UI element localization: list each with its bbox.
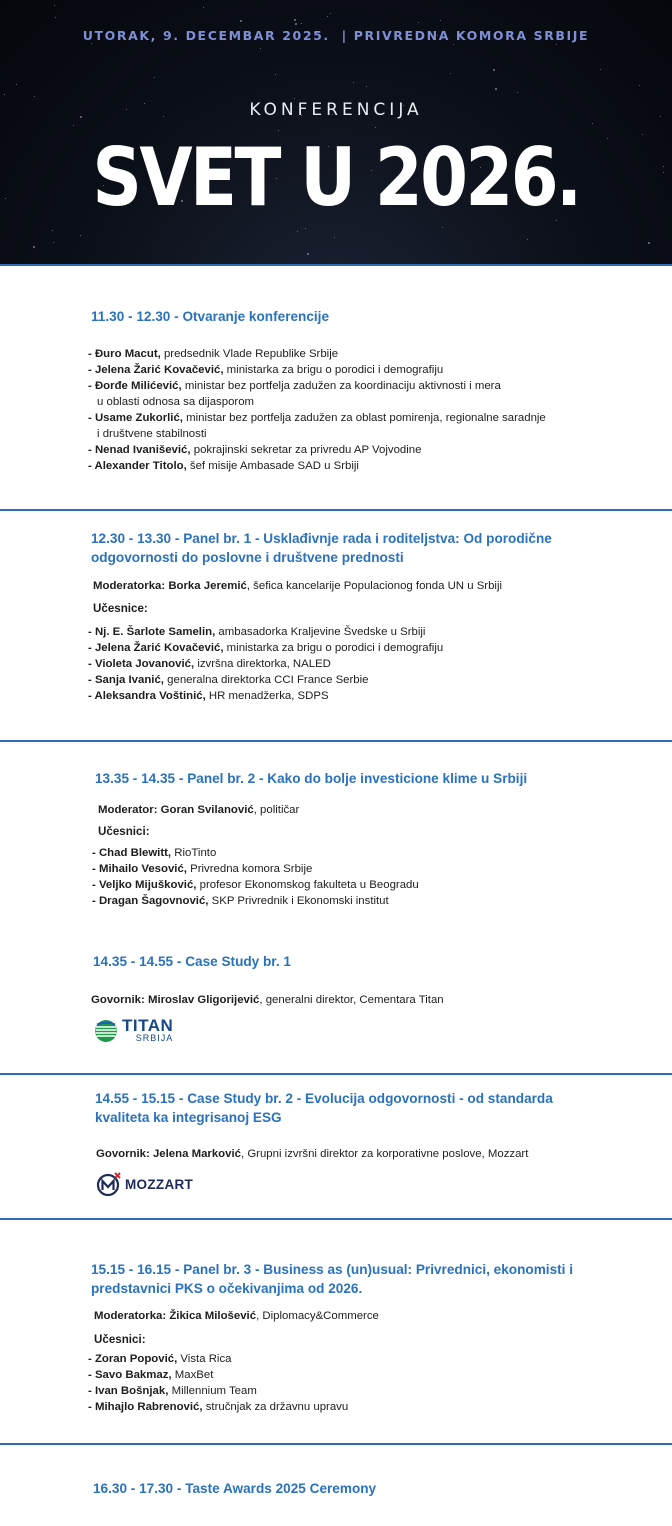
speaker-name: - Nenad Ivanišević, (88, 444, 191, 456)
star-dot (297, 231, 298, 232)
session-case-study-2 (0, 1075, 672, 1220)
star-dot (55, 17, 56, 18)
participants-label: Učesnice: (93, 602, 148, 615)
session-panel-3 (0, 1220, 672, 1445)
session-title (91, 529, 552, 567)
star-dot (301, 23, 302, 24)
moderator-line (94, 1308, 379, 1324)
list-item (88, 1351, 348, 1367)
star-dot (592, 123, 593, 124)
star-dot (33, 246, 35, 248)
list-item (92, 893, 419, 909)
speaker-name: - Đuro Macut, (88, 348, 161, 360)
speaker-role: ministarka za brigu o porodici i demografiju (226, 642, 444, 654)
speaker-name: - Veljko Mijušković, (92, 879, 197, 891)
star-dot (639, 85, 640, 86)
session-title: 16.30 - 17.30 - Taste Awards 2025 Ceremony (93, 1481, 377, 1496)
list-item (88, 458, 546, 474)
speaker-role: predsednik Vlade Republike Srbije (163, 348, 339, 360)
star-dot (305, 228, 306, 229)
speaker-name: - Jelena Žarić Kovačević, (88, 364, 224, 376)
star-dot (642, 134, 643, 135)
list-item (88, 1383, 348, 1399)
title-line: odgovornosti do poslovne i društvene prednosti (91, 550, 404, 565)
speaker-list (88, 1351, 348, 1415)
speaker-name: - Zoran Popović, (88, 1353, 178, 1365)
title-line: 12.30 - 13.30 - Panel br. 1 - Usklađivnje rada i roditeljstva: Od porodične (91, 531, 552, 546)
star-dot (556, 44, 557, 45)
list-item (88, 410, 546, 426)
list-item (88, 442, 546, 458)
list-item (88, 688, 443, 704)
star-dot (295, 23, 297, 25)
star-dot (517, 92, 518, 93)
speaker-role: HR menadžerka, SDPS (208, 690, 329, 702)
star-dot (154, 77, 155, 78)
star-dot (375, 127, 376, 128)
case-speaker-role: , generalni direktor, Cementara Titan (259, 994, 444, 1006)
list-item (88, 362, 546, 378)
list-item (88, 1367, 348, 1383)
star-dot (493, 69, 495, 71)
case-speaker-name: Govornik: Miroslav Gligorijević (91, 994, 260, 1006)
list-item (88, 624, 443, 640)
speaker-name: - Chad Blewitt, (92, 847, 172, 859)
speaker-name: - Jelena Žarić Kovačević, (88, 642, 224, 654)
hero-banner (0, 0, 672, 266)
speaker-role: , Grupni izvršni direktor za korporativne poslove, Mozzart (240, 1148, 529, 1160)
star-dot (453, 44, 454, 45)
star-dot (418, 22, 419, 23)
case-study-title: 14.35 - 14.55 - Case Study br. 1 (93, 954, 291, 969)
star-dot (73, 125, 74, 126)
participants-label: Učesnici: (94, 1333, 146, 1346)
moderator-name: Moderator: Goran Svilanović (98, 804, 254, 816)
star-dot (294, 19, 296, 21)
speaker-name: Govornik: Jelena Marković (96, 1148, 241, 1160)
speaker-name: - Aleksandra Voštinić, (88, 690, 206, 702)
list-item (92, 877, 419, 893)
session-panel-1 (0, 511, 672, 742)
speaker-list (92, 845, 419, 909)
list-item (88, 346, 546, 362)
list-item-continuation: u oblasti odnosa sa dijasporom (97, 396, 255, 408)
star-dot (450, 73, 451, 74)
list-item (88, 672, 443, 688)
mozzart-wordmark: MOZZART (125, 1176, 194, 1192)
star-dot (334, 237, 335, 238)
moderator-role: , šefica kancelarije Populacionog fonda UN u Srbiji (246, 580, 503, 592)
star-dot (663, 166, 664, 167)
star-dot (260, 48, 261, 49)
star-dot (91, 43, 92, 44)
mozzart-m-icon (96, 1172, 122, 1196)
speaker-role: profesor Ekonomskog fakulteta u Beogradu (199, 879, 419, 891)
speaker-role: SKP Privrednik i Ekonomski institut (211, 895, 389, 907)
star-dot (442, 227, 443, 228)
title-line: predstavnici PKS o očekivanjima od 2026. (91, 1281, 363, 1296)
speaker-name: - Alexander Titolo, (88, 460, 187, 472)
moderator-role: , Diplomacy&Commerce (256, 1310, 379, 1322)
participants-label: Učesnici: (98, 825, 150, 838)
speaker-name: - Đorđe Milićević, (88, 380, 182, 392)
session-opening (0, 266, 672, 511)
star-dot (648, 242, 650, 244)
star-dot (353, 82, 354, 83)
speaker-name: - Mihailo Vesović, (92, 863, 187, 875)
mozzart-logo (96, 1172, 193, 1196)
title-line: kvaliteta ka integrisanoj ESG (95, 1110, 282, 1125)
session-title: 11.30 - 12.30 - Otvaranje konferencije (91, 309, 330, 324)
session-title: 13.35 - 14.35 - Panel br. 2 - Kako do bolje investicione klime u Srbiji (95, 771, 528, 786)
star-dot (54, 5, 55, 6)
list-item (88, 1399, 348, 1415)
star-dot (366, 86, 367, 87)
star-dot (34, 96, 35, 97)
speaker-role: ambasadorka Kraljevine Švedske u Srbiji (218, 626, 426, 638)
event-date-line: UTORAK, 9. DECEMBAR 2025. | PRIVREDNA KOMORA SRBIJE (82, 28, 590, 43)
star-dot (294, 98, 295, 99)
speaker-name: - Usame Zukorlić, (88, 412, 183, 424)
titan-sub: SRBIJA (135, 1033, 174, 1043)
speaker-role: ministar bez portfelja zadužen za koordinaciju aktivnosti i mera (184, 380, 501, 392)
conference-title: SVET U 2026. (92, 131, 580, 224)
speaker-name: - Ivan Bošnjak, (88, 1385, 169, 1397)
list-item (88, 378, 546, 394)
titan-word: TITAN (122, 1016, 174, 1035)
speaker-line (96, 1146, 528, 1162)
moderator-name: Moderatorka: Borka Jeremić (93, 580, 247, 592)
star-dot (663, 172, 664, 173)
speaker-role: ministar bez portfelja zadužen za oblast pomirenja, regionalne saradnje (186, 412, 546, 424)
speaker-role: izvršna direktorka, NALED (197, 658, 331, 670)
speaker-list (88, 346, 546, 474)
speaker-name: - Nj. E. Šarlote Samelin, (88, 626, 216, 638)
speaker-role: stručnjak za državnu upravu (205, 1401, 349, 1413)
speaker-role: pokrajinski sekretar za privredu AP Vojvodine (193, 444, 422, 456)
star-dot (440, 20, 441, 21)
list-item (88, 640, 443, 656)
star-dot (307, 253, 309, 255)
star-dot (495, 88, 497, 90)
speaker-role: ministarka za brigu o porodici i demografiju (226, 364, 444, 376)
titan-globe-icon (94, 1019, 118, 1043)
moderator-name: Moderatorka: Žikica Milošević (94, 1310, 257, 1322)
speaker-role: Vista Rica (180, 1353, 232, 1365)
star-dot (527, 239, 528, 240)
list-item-continuation: i društvene stabilnosti (97, 428, 207, 440)
star-dot (52, 230, 53, 231)
speaker-role: RioTinto (174, 847, 217, 859)
speaker-role: MaxBet (174, 1369, 214, 1381)
star-dot (327, 16, 328, 17)
star-dot (275, 74, 276, 75)
case-speaker-line (91, 992, 444, 1008)
star-dot (53, 242, 54, 243)
moderator-line (93, 578, 502, 594)
star-dot (600, 69, 601, 70)
titan-logo (94, 1018, 173, 1043)
title-line: 15.15 - 16.15 - Panel br. 3 - Business as (un)usual: Privrednici, ekonomisti i (91, 1262, 573, 1277)
conference-kicker: KONFERENCIJA (249, 100, 423, 120)
star-dot (203, 7, 204, 8)
session-title (95, 1089, 553, 1127)
list-item (92, 845, 419, 861)
speaker-list (88, 624, 443, 704)
speaker-role: šef misije Ambasade SAD u Srbiji (189, 460, 359, 472)
star-dot (240, 20, 242, 22)
title-line: 14.55 - 15.15 - Case Study br. 2 - Evolucija odgovornosti - od standarda (95, 1091, 553, 1106)
session-title (91, 1260, 573, 1298)
speaker-name: - Dragan Šagovnović, (92, 895, 209, 907)
speaker-role: Millennium Team (171, 1385, 257, 1397)
session-panel-2 (0, 742, 672, 1075)
speaker-role: Privredna komora Srbije (190, 863, 313, 875)
star-dot (5, 198, 6, 199)
star-dot (80, 235, 81, 236)
moderator-role: , političar (253, 804, 300, 816)
moderator-line (98, 802, 299, 818)
list-item (92, 861, 419, 877)
star-dot (4, 94, 5, 95)
star-dot (330, 13, 331, 14)
speaker-name: - Sanja Ivanić, (88, 674, 164, 686)
speaker-name: - Violeta Jovanović, (88, 658, 195, 670)
speaker-name: - Mihajlo Rabrenović, (88, 1401, 203, 1413)
session-taste-awards (0, 1445, 672, 1526)
speaker-role: generalna direktorka CCI France Serbie (167, 674, 369, 686)
list-item (88, 656, 443, 672)
speaker-name: - Savo Bakmaz, (88, 1369, 172, 1381)
titan-wordmark (122, 1018, 173, 1043)
star-dot (16, 84, 17, 85)
